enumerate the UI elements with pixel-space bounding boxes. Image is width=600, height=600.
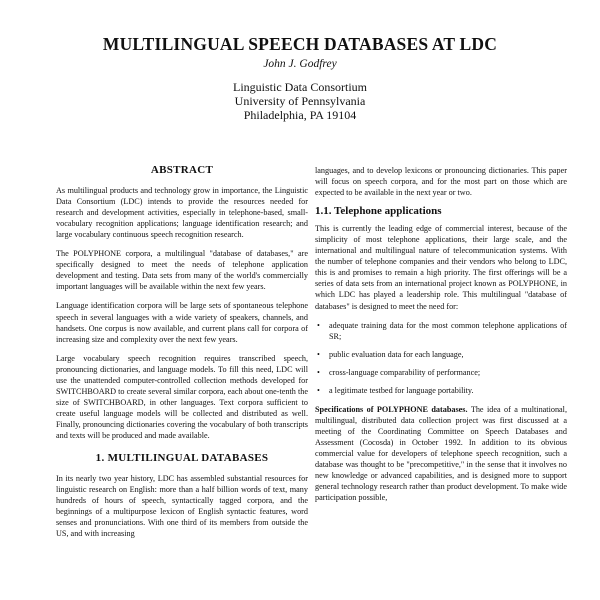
left-column	[56, 165, 308, 547]
list-item: • adequate training data for the most common telephone applications of SR;	[329, 320, 567, 342]
subsection-paragraph: This is currently the leading edge of commercial interest, because of the simplicity of most telephone applications, their large scale, and the international and multilingual nature of telecommunication systems. With the number of telephone companies and their vendors who belong to LDC, this is and promises to remain a high priority. The first offerings will be a series of data sets from an international project known as POLYPHONE, in which LDC has played a leadership role. This multilingual "database of databases" is designed to meet the need for:	[315, 224, 567, 311]
abstract-paragraph: As multilingual products and technology grow in importance, the Linguistic Data Consortium (LDC) intends to provide the resources needed for research and development activities, especially in telephone-based, small-vocabulary recognition applications; language identification research; and large vocabulary continuous speech recognition research.	[56, 186, 308, 240]
spec-paragraph	[315, 404, 567, 503]
spec-text: The idea of a multinational, multilingual, distributed data collection project was first discussed at a meeting of the Coordinating Committee on Speech Databases and Assessment (Cocosda) in October 1992. In addition to its obvious commercial value for developers of telephone speech recognition, such a database was thought to be "precompetitive," in the sense that it involves no new knowledge or advanced capabilities, and is designed more to support general technology research rather than product development. To make wide participation possible,	[315, 404, 567, 503]
abstract-paragraph: Language identification corpora will be large sets of spontaneous telephone speech in several languages with a wide variety of speakers, channels, and handsets. One corpus is now available, and current plans call for corpora of increasing size and complexity over the next few years.	[56, 301, 308, 344]
right-column	[315, 165, 567, 511]
abstract-paragraph: Large vocabulary speech recognition requires transcribed speech, pronouncing dictionaries, and language models. To fill this need, LDC will use the unattended computer-controlled collection methods developed for SWITCHBOARD to create several similar corpora, each about one-tenth the size of SWITCHBOARD, in other languages. Text corpora sufficient to create useful language models will be collected and distributed as well. Finally, pronouncing dictionaries covering the vocabulary of both transcripts and texts will be produced and made available.	[56, 353, 308, 440]
section-heading: 1. MULTILINGUAL DATABASES	[95, 452, 269, 465]
paper-author: John J. Godfrey	[263, 58, 337, 70]
abstract-heading: ABSTRACT	[150, 164, 214, 176]
needs-list	[315, 320, 567, 396]
list-item: • public evaluation data for each language,	[329, 349, 567, 360]
intro-paragraph: languages, and to develop lexicons or pronouncing dictionaries. This paper will focus on speech corpora, and for the most part on those which are expected to be available in the next year or two.	[315, 166, 567, 198]
section-paragraph: In its nearly two year history, LDC has assembled substantial resources for linguistic research on English: more than a half billion words of text, many hundreds of hours of speech, syntactically tagged corpora, and the beginnings of a multipurpose lexicon of English syntactic features, word senses and pronunciations. With one third of its members from outside the US, and with increasing	[56, 474, 308, 539]
affiliation-block	[0, 80, 600, 122]
abstract-paragraph: The POLYPHONE corpora, a multilingual "database of databases," are specifically designed to meet the needs of telephone application development and testing. Data sets from many of the world's commercially important languages will be available within the next few years.	[56, 249, 308, 292]
list-item: • a legitimate testbed for language portability.	[329, 385, 567, 396]
subsection-heading: 1.1. Telephone applications	[315, 205, 442, 218]
spec-lead: Specifications of POLYPHONE databases.	[315, 404, 468, 414]
affiliation-line: University of Pennsylvania	[234, 94, 366, 108]
affiliation-line: Philadelphia, PA 19104	[243, 108, 357, 122]
affiliation-line: Linguistic Data Consortium	[233, 80, 367, 94]
list-item: • cross-language comparability of performance;	[329, 367, 567, 378]
paper-title: MULTILINGUAL SPEECH DATABASES AT LDC	[102, 34, 498, 54]
